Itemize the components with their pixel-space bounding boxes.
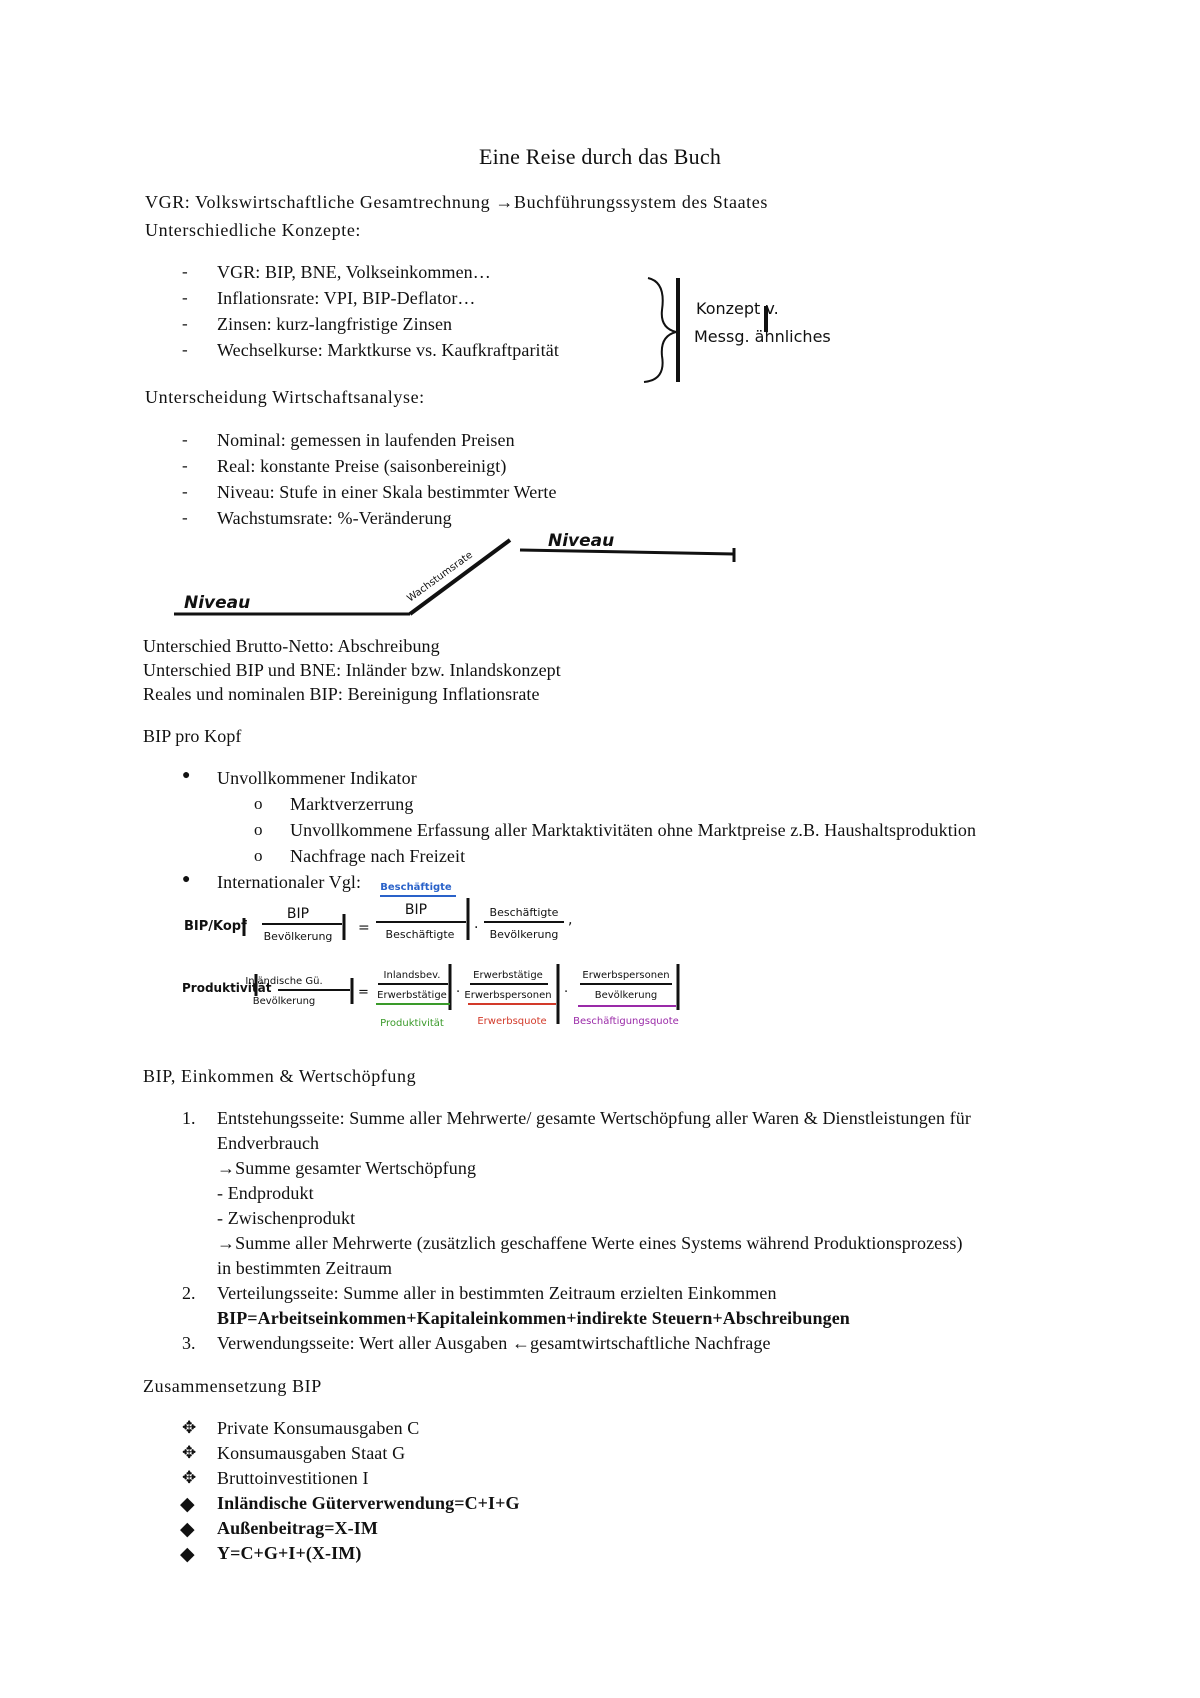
list-bullet: - <box>182 288 188 307</box>
list-item: Private Konsumausgaben C <box>217 1418 420 1438</box>
list-item-bold: Außenbeitrag=X-IM <box>217 1518 378 1538</box>
formula2-f2-num: Inlandsbev. <box>383 970 441 981</box>
list-item: VGR: BIP, BNE, Volkseinkommen… <box>217 262 491 282</box>
handwritten-brace-note <box>640 270 840 390</box>
list-item: Unvollkommener Indikator <box>217 768 417 788</box>
dash-line: - Zwischenprodukt <box>217 1208 356 1228</box>
formula2-f3-num: Erwerbstätige <box>473 970 543 981</box>
list-item: Wechselkurse: Marktkurse vs. Kaufkraftparität <box>217 340 559 360</box>
formula1-f2-num: BIP <box>404 902 428 918</box>
handnote-line2: Messg. ähnliches <box>694 327 831 346</box>
handwritten-formula-1 <box>180 880 600 950</box>
list-item: Nachfrage nach Freizeit <box>290 846 466 866</box>
left-arrow-icon: ← <box>511 1333 531 1353</box>
fleuron-bullet-icon: ✥ <box>182 1443 197 1462</box>
filled-bullet-icon: ● <box>182 872 191 887</box>
list-item-bold: Inländische Güterverwendung=C+I+G <box>217 1493 520 1513</box>
formula2-lhs: Produktivität <box>182 981 272 995</box>
comma-sign: , <box>568 912 573 928</box>
vgr-line <box>145 192 768 213</box>
list-item: Verteilungsseite: Summe aller in bestimmten Zeitraum erzielten Einkommen <box>217 1283 777 1303</box>
list-number: 1. <box>182 1108 196 1128</box>
list-item: Marktverzerrung <box>290 794 414 814</box>
konzepte-heading: Unterschiedliche Konzepte: <box>145 220 362 240</box>
fleuron-bullet-icon: ✥ <box>182 1468 197 1487</box>
list-bullet: - <box>182 314 188 333</box>
equals-sign: = <box>358 985 369 1000</box>
list-bullet: o <box>254 820 263 839</box>
formula1-top: Beschäftigte <box>380 882 452 893</box>
dash-line: - Endprodukt <box>217 1183 314 1203</box>
list-bullet: - <box>182 482 188 501</box>
formula2-f1-den: Bevölkerung <box>252 996 316 1007</box>
einkommen-heading: BIP, Einkommen & Wertschöpfung <box>143 1066 417 1086</box>
filled-bullet-icon: ● <box>182 768 191 783</box>
unterschied-line: Unterschied BIP und BNE: Inländer bzw. Inlandskonzept <box>143 660 561 680</box>
vgr-label: VGR: Volkswirtschaftliche Gesamtrechnung <box>145 192 496 212</box>
formula2-f4-num: Erwerbspersonen <box>582 970 670 981</box>
list-bullet: o <box>254 794 263 813</box>
formula1-lhs: BIP/Kopf <box>184 919 247 934</box>
right-arrow-icon: → <box>217 1158 236 1178</box>
formula1-f2-den: Beschäftigte <box>385 928 455 941</box>
arrow-line <box>217 1158 476 1179</box>
list-item: Wachstumsrate: %-Veränderung <box>217 508 452 528</box>
list-bullet: o <box>254 846 263 865</box>
list-item-cont: in bestimmten Zeitraum <box>217 1258 393 1278</box>
list-item: Unvollkommene Erfassung aller Marktaktivitäten ohne Marktpreise z.B. Haushaltsproduktion <box>290 820 977 840</box>
arrow-line-text: Summe gesamter Wertschöpfung <box>235 1158 477 1178</box>
list-number: 2. <box>182 1283 196 1303</box>
formula1-f1-den: Bevölkerung <box>263 930 333 943</box>
dot-sign: · <box>474 920 479 936</box>
handwritten-formula-2 <box>180 960 700 1040</box>
list-item-text: Verwendungsseite: Wert aller Ausgaben <box>217 1333 512 1353</box>
unterschied-line: Reales und nominalen BIP: Bereinigung Inflationsrate <box>143 684 540 704</box>
list-item: Inflationsrate: VPI, BIP-Deflator… <box>217 288 476 308</box>
list-item: Konsumausgaben Staat G <box>217 1443 406 1463</box>
bip-formula: BIP=Arbeitseinkommen+Kapitaleinkommen+indirekte Steuern+Abschreibungen <box>217 1308 850 1328</box>
list-item-cont: Endverbrauch <box>217 1133 320 1153</box>
diamond-bullet-icon: ◆ <box>180 1544 195 1565</box>
sketch-label-left: Niveau <box>184 593 251 613</box>
list-item: Real: konstante Preise (saisonbereinigt) <box>217 456 507 476</box>
list-bullet: - <box>182 340 188 359</box>
formula2-f3-den: Erwerbspersonen <box>464 990 552 1001</box>
list-bullet: - <box>182 262 188 281</box>
list-item: Zinsen: kurz-langfristige Zinsen <box>217 314 453 334</box>
list-item: Niveau: Stufe in einer Skala bestimmter Werte <box>217 482 557 502</box>
formula2-f2-den: Erwerbstätige <box>377 990 447 1001</box>
sketch-label-middle: Wachstumsrate <box>405 549 475 605</box>
formula1-f3-den: Bevölkerung <box>489 928 559 941</box>
formula2-f1-num: Inländische Gü. <box>245 976 323 987</box>
equals-sign: = <box>358 920 370 936</box>
list-bullet: - <box>182 456 188 475</box>
formula1-f3-num: Beschäftigte <box>489 906 559 919</box>
unterschied-line: Unterschied Brutto-Netto: Abschreibung <box>143 636 440 656</box>
page-title: Eine Reise durch das Buch <box>478 144 722 169</box>
handnote-line1: Konzept v. <box>696 299 779 318</box>
list-item: Entstehungsseite: Summe aller Mehrwerte/ gesamte Wertschöpfung aller Waren & Dienstleistungen für <box>217 1108 971 1128</box>
list-item-text: gesamtwirtschaftliche Nachfrage <box>530 1333 771 1353</box>
formula2-f2-label: Produktivität <box>380 1018 444 1029</box>
list-item: Bruttoinvestitionen I <box>217 1468 369 1488</box>
list-item <box>217 1333 771 1354</box>
formula2-f4-label: Beschäftigungsquote <box>573 1016 679 1027</box>
vgr-rest: Buchführungssystem des Staates <box>513 192 768 212</box>
list-number: 3. <box>182 1333 196 1353</box>
zusammensetzung-heading: Zusammensetzung BIP <box>143 1376 322 1396</box>
diamond-bullet-icon: ◆ <box>180 1494 195 1515</box>
niveau-sketch <box>170 530 740 620</box>
right-arrow-icon: → <box>217 1233 236 1253</box>
kopf-heading: BIP pro Kopf <box>143 726 242 746</box>
dot-sign: · <box>456 985 461 1000</box>
fleuron-bullet-icon: ✥ <box>182 1418 197 1437</box>
analyse-heading: Unterscheidung Wirtschaftsanalyse: <box>145 387 425 407</box>
formula1-f1-num: BIP <box>286 906 310 922</box>
right-arrow-icon: → <box>495 192 514 212</box>
diamond-bullet-icon: ◆ <box>180 1519 195 1540</box>
list-item: Internationaler Vgl: <box>217 872 362 892</box>
dot-sign: · <box>564 985 569 1000</box>
list-bullet: - <box>182 508 188 527</box>
list-item-bold: Y=C+G+I+(X-IM) <box>217 1543 362 1563</box>
arrow-line-text: Summe aller Mehrwerte (zusätzlich geschaffene Werte eines Systems während Produktionsprozess) <box>235 1233 963 1253</box>
arrow-line <box>217 1233 963 1254</box>
formula2-f4-den: Bevölkerung <box>594 990 658 1001</box>
sketch-label-right: Niveau <box>548 531 615 551</box>
formula2-f3-label: Erwerbsquote <box>477 1016 547 1027</box>
list-bullet: - <box>182 430 188 449</box>
list-item: Nominal: gemessen in laufenden Preisen <box>217 430 515 450</box>
